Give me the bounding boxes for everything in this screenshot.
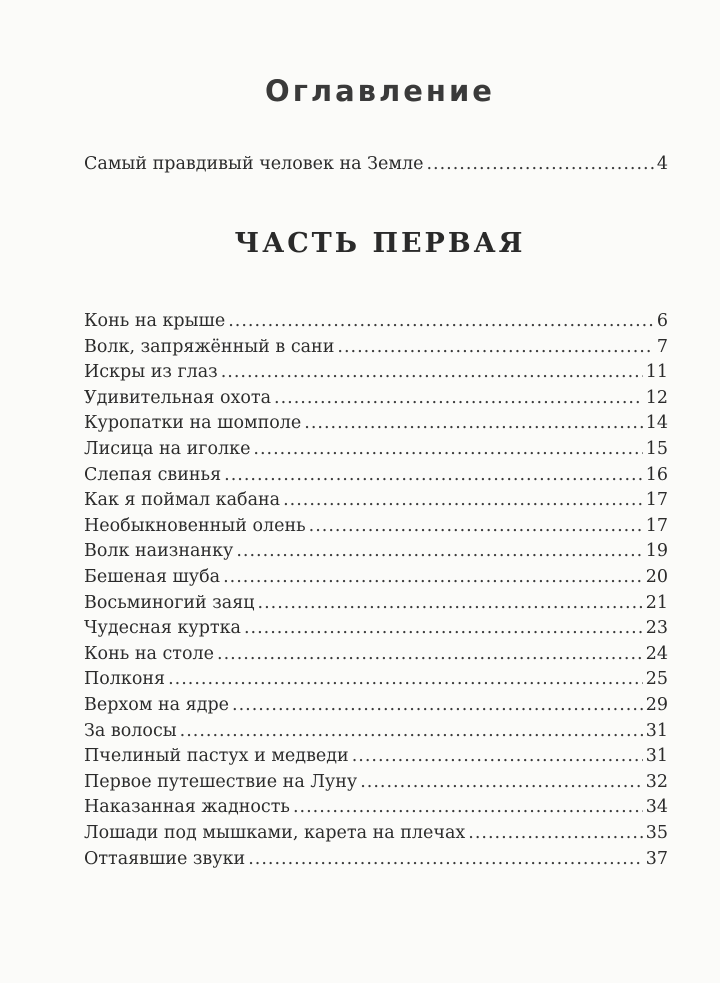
leader-dots	[309, 514, 643, 538]
leader-dots	[274, 386, 643, 410]
toc-entry[interactable]	[84, 744, 668, 768]
leader-dots	[244, 616, 643, 640]
part-title: ЧАСТЬ ПЕРВАЯ	[234, 228, 526, 259]
toc-entry-title: Конь на крыше	[84, 311, 226, 331]
toc-entry[interactable]	[84, 309, 668, 333]
leader-dots	[293, 795, 643, 819]
toc-entry-page: 23	[645, 618, 668, 639]
toc-entry[interactable]	[84, 335, 668, 359]
toc-entry-title: Полконя	[84, 669, 166, 690]
toc-entry-title: Конь на столе	[84, 643, 214, 664]
toc-entry-page: 19	[645, 541, 668, 562]
leader-dots	[426, 152, 653, 176]
toc-entry[interactable]	[84, 719, 668, 743]
toc-entry[interactable]	[84, 437, 668, 461]
leader-dots	[224, 463, 643, 487]
toc-entry[interactable]	[84, 411, 668, 435]
toc-entry-page: 20	[645, 567, 668, 587]
toc-entry-page: 31	[645, 746, 668, 767]
toc-entry-title: Куропатки на шомполе	[84, 413, 302, 434]
toc-entry-title: Самый правдивый человек на Земле	[84, 154, 424, 174]
leader-dots	[236, 539, 642, 563]
leader-dots	[223, 565, 643, 589]
toc-entry-title: Слепая свинья	[84, 464, 222, 485]
leader-dots	[217, 642, 643, 666]
toc-entry-page: 31	[645, 720, 668, 741]
toc-entry[interactable]	[84, 386, 668, 410]
toc-entry-page: 16	[645, 464, 668, 485]
toc-entry[interactable]	[84, 847, 668, 871]
leader-dots	[258, 591, 643, 615]
leader-dots	[248, 847, 643, 871]
toc-entry-page: 14	[645, 413, 668, 434]
toc-entry-page: 37	[645, 848, 668, 869]
toc-entry-page: 15	[645, 439, 668, 459]
toc-entry[interactable]	[84, 667, 668, 691]
toc-entry-title: Лошади под мышками, карета на плечах	[84, 823, 466, 843]
leader-dots	[283, 488, 643, 512]
toc-entry-title: Верхом на ядре	[84, 695, 230, 715]
toc-entry[interactable]	[84, 795, 668, 819]
toc-entry[interactable]	[84, 463, 668, 487]
toc-entry[interactable]	[84, 616, 668, 640]
toc-entry[interactable]	[84, 642, 668, 666]
toc-entry-title: Как я поймал кабана	[84, 490, 281, 511]
toc-entry-page: 7	[656, 336, 668, 357]
toc-entry[interactable]	[84, 488, 668, 512]
toc-entry-page: 35	[645, 823, 668, 843]
toc-entry-title: Искры из глаз	[84, 362, 218, 383]
toc-entry-page: 11	[645, 362, 668, 383]
toc-entry-page: 24	[645, 643, 668, 664]
toc-entry-title: Волк наизнанку	[84, 541, 234, 562]
leader-dots	[352, 744, 643, 768]
toc-entry[interactable]	[84, 360, 668, 384]
toc-entry[interactable]	[84, 770, 668, 794]
leader-dots	[304, 411, 642, 435]
toc-entry-title: Первое путешествие на Луну	[84, 771, 358, 792]
toc-entry-page: 12	[645, 387, 668, 408]
toc-entry-page: 34	[645, 797, 668, 818]
toc-entry[interactable]	[84, 821, 668, 845]
toc-entry-title: Наказанная жадность	[84, 797, 290, 818]
leader-dots	[468, 821, 642, 845]
leader-dots	[168, 667, 643, 691]
leader-dots	[221, 360, 643, 384]
toc-entry-page: 25	[645, 669, 668, 690]
toc-entry[interactable]	[84, 565, 668, 589]
toc-title: Оглавление	[265, 74, 495, 108]
toc-entry-title: Восьминогий заяц	[84, 592, 255, 613]
toc-entry-page: 29	[645, 695, 668, 715]
toc-entry-intro[interactable]	[84, 152, 668, 176]
toc-entry-page: 32	[645, 771, 668, 792]
toc-entry-page: 6	[656, 311, 668, 331]
toc-entry-page: 17	[645, 515, 668, 536]
toc-entry-title: Бешеная шуба	[84, 567, 221, 587]
leader-dots	[253, 437, 642, 461]
toc-entry-page: 21	[645, 592, 668, 613]
toc-entry-title: Волк, запряжённый в сани	[84, 336, 335, 357]
toc-entry-title: Пчелиный пастух и медведи	[84, 746, 349, 767]
toc-entry-title: Оттаявшие звуки	[84, 848, 246, 869]
toc-entry[interactable]	[84, 591, 668, 615]
toc-entry-title: За волосы	[84, 720, 177, 741]
toc-entry-title: Чудесная куртка	[84, 618, 241, 639]
toc-entry[interactable]	[84, 539, 668, 563]
leader-dots	[337, 335, 653, 359]
leader-dots	[180, 719, 643, 743]
toc-entry-title: Лисица на иголке	[84, 439, 251, 459]
toc-entry-title: Необыкновенный олень	[84, 515, 306, 536]
toc-entry-page: 4	[656, 154, 668, 174]
toc-entry[interactable]	[84, 693, 668, 717]
leader-dots	[228, 309, 654, 333]
toc-entry-page: 17	[645, 490, 668, 511]
leader-dots	[360, 770, 643, 794]
toc-entry[interactable]	[84, 514, 668, 538]
toc-entry-title: Удивительная охота	[84, 387, 272, 408]
leader-dots	[232, 693, 643, 717]
